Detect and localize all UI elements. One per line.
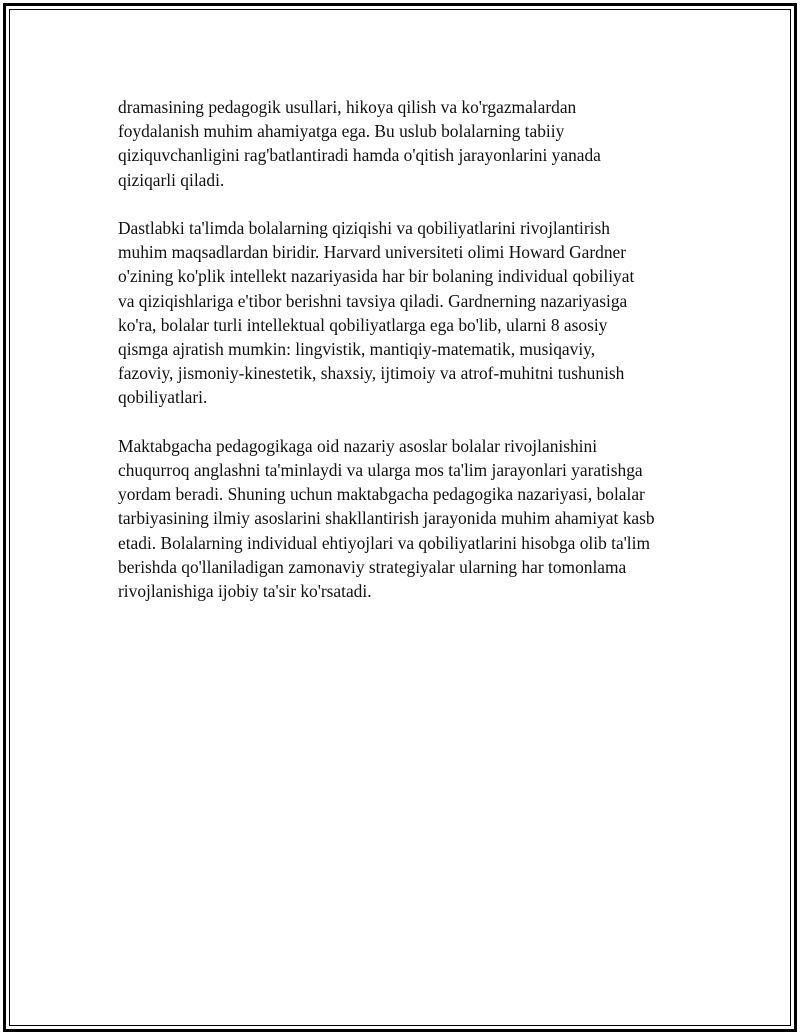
document-body <box>118 95 698 627</box>
paragraph-teaching-methods: dramasining pedagogik usullari, hikoya qilish va ko'rgazmalardan foydalanish muhim ahamiyatga ega. Bu uslub bolalarning tabiiy qiziquvchanligini rag'batlantiradi hamda o'qitish jarayonlarini yanada qiziqarli qiladi. <box>118 97 601 190</box>
page-border <box>3 3 797 1032</box>
paragraph-gardner-theory: Dastlabki ta'limda bolalarning qiziqishi va qobiliyatlarini rivojlantirish muhim maqsadlardan biridir. Harvard universiteti olimi Howard Gardner o'zining ko'plik intellekt nazariyasida har bir bolaning individual qobiliyat va qiziqishlariga e'tibor berishni tavsiya qiladi. Gardnerning nazariyasiga ko'ra, bolalar turli intellektual qobiliyatlarga ega bo'lib, ularni 8 asosiy qismga ajratish mumkin: lingvistik, mantiqiy-matematik, musiqaviy, fazoviy, jismoniy-kinestetik, shaxsiy, ijtimoiy va atrof-muhitni tushunish qobiliyatlari. <box>118 218 635 408</box>
paragraph-preschool-pedagogy: Maktabgacha pedagogikaga oid nazariy asoslar bolalar rivojlanishini chuqurroq anglashni ta'minlaydi va ularga mos ta'lim jarayonlari yaratishga yordam beradi. Shuning uchun maktabgacha pedagogika nazariyasi, bolalar tarbiyasining ilmiy asoslarini shakllantirish jarayonida muhim ahamiyat kasb etadi. Bolalarning individual ehtiyojlari va qobiliyatlarini hisobga olib ta'lim berishda qo'llaniladigan zamonaviy strategiyalar ularning har tomonlama rivojlanishiga ijobiy ta'sir ko'rsatadi. <box>118 435 655 602</box>
